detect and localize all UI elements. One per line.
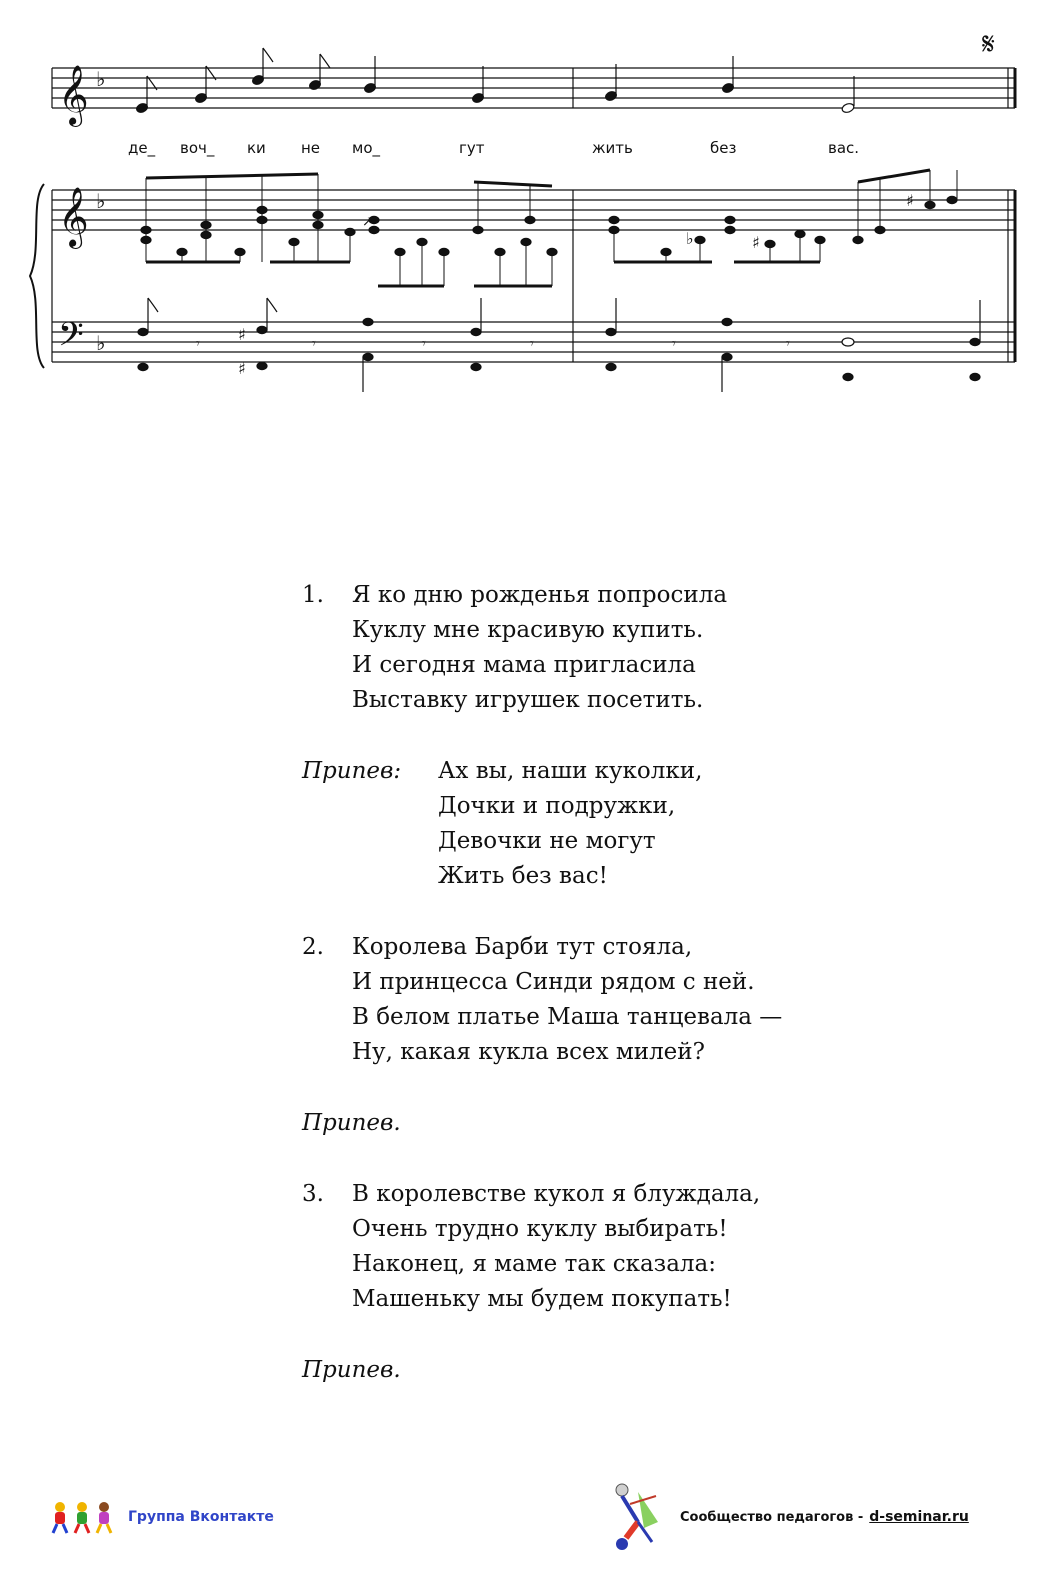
svg-text:𝄾: 𝄾: [312, 336, 316, 352]
vocal-notes: [135, 48, 855, 114]
vocal-staff: [52, 68, 1015, 108]
vk-group-label: Группа Вконтакте: [128, 1509, 274, 1525]
treble-piano-notes: [141, 170, 957, 286]
verse-number: 1.: [302, 582, 324, 608]
verse-line: В королевстве кукол я блуждала,: [352, 1181, 761, 1207]
verse-line: Очень трудно куклу выбирать!: [352, 1216, 728, 1242]
teachers-community-logo-icon: [608, 1482, 668, 1552]
verse-number: 2.: [302, 934, 324, 960]
system-brace: [30, 184, 44, 368]
chorus: [300, 754, 920, 894]
verse-line: И принцесса Синди рядом с ней.: [352, 969, 755, 995]
svg-text:♭: ♭: [686, 229, 694, 248]
lyric-syllable: без: [710, 139, 737, 157]
verse-number: 3.: [302, 1181, 324, 1207]
verse-line: Куклу мне красивую купить.: [352, 617, 704, 643]
lyric-syllable: де_: [128, 139, 156, 157]
treble-clef-icon: 𝄞: [58, 187, 89, 247]
chorus-line: Жить без вас!: [438, 863, 608, 889]
verse-line: Я ко дню рожденья попросила: [352, 582, 728, 608]
lyrics-row: [128, 139, 859, 158]
verse-line: И сегодня мама пригласила: [352, 652, 696, 678]
svg-text:𝄾: 𝄾: [196, 336, 200, 352]
chorus-line: Девочки не могут: [438, 828, 656, 854]
piano-treble-staff: [52, 190, 1015, 230]
svg-text:𝄾: 𝄾: [422, 336, 426, 352]
verse-line: Ну, какая кукла всех милей?: [352, 1039, 705, 1065]
bass-piano-notes: [138, 298, 980, 392]
lyric-syllable: жить: [592, 139, 633, 157]
svg-text:♯: ♯: [238, 325, 246, 344]
treble-clef-icon: 𝄞: [58, 65, 89, 125]
svg-text:𝄾: 𝄾: [530, 336, 534, 352]
chorus-repeat: Припев.: [302, 1357, 401, 1383]
lyric-syllable: вас.: [828, 139, 860, 157]
chorus-line: Ах вы, наши куколки,: [438, 758, 703, 784]
svg-text:𝄾: 𝄾: [786, 336, 790, 352]
song-lyrics: [300, 578, 920, 1424]
community-label: Сообщество педагогов -: [680, 1509, 864, 1525]
vk-group-link[interactable]: [48, 1495, 274, 1539]
flat-icon: ♭: [96, 331, 106, 355]
svg-text:↗: ↗: [362, 214, 374, 230]
chorus-label: Припев:: [302, 758, 402, 784]
svg-text:𝄾: 𝄾: [672, 336, 676, 352]
lyric-syllable: ки: [247, 139, 266, 157]
verse-line: В белом платье Маша танцевала —: [352, 1004, 783, 1030]
verse-line: Выставку игрушек посетить.: [352, 687, 704, 713]
flat-icon: ♭: [96, 67, 106, 91]
svg-text:♯: ♯: [906, 191, 914, 210]
bass-clef-icon: 𝄢: [58, 316, 84, 362]
verse-line: Наконец, я маме так сказала:: [352, 1251, 717, 1277]
verse-line: Машеньку мы будем покупать!: [352, 1286, 732, 1312]
chorus-line: Дочки и подружки,: [438, 793, 676, 819]
lyric-syllable: не: [301, 139, 321, 157]
segno-icon: 𝄋: [982, 27, 995, 62]
svg-text:♯: ♯: [752, 233, 760, 252]
verse-3: [300, 1177, 920, 1317]
lyric-syllable: воч_: [180, 139, 215, 157]
verse-line: Королева Барби тут стояла,: [352, 934, 693, 960]
sheet-music: [0, 0, 1049, 420]
site-link[interactable]: d-seminar.ru: [869, 1509, 969, 1525]
kids-logo-icon: [48, 1499, 120, 1535]
lyric-syllable: мо_: [352, 139, 380, 157]
chorus-repeat: Припев.: [302, 1110, 401, 1136]
verse-1: [300, 578, 920, 718]
svg-text:♯: ♯: [238, 359, 246, 378]
lyric-syllable: гут: [459, 139, 485, 157]
community-footer: [608, 1482, 969, 1552]
flat-icon: ♭: [96, 189, 106, 213]
verse-2: [300, 930, 920, 1070]
